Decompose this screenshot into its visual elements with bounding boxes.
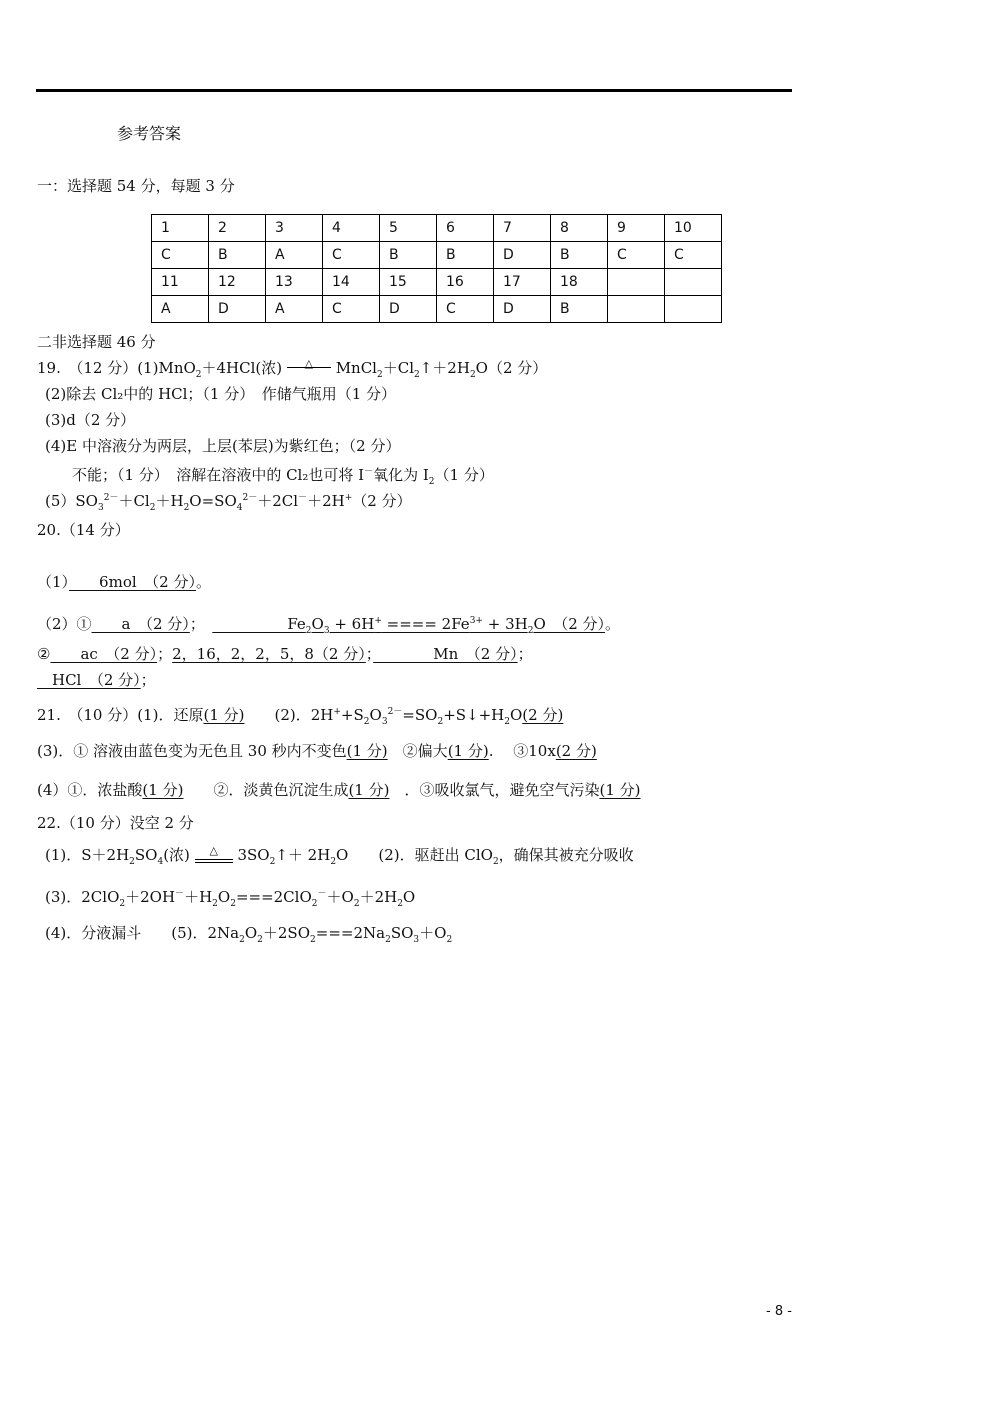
heat-condition-icon: △ bbox=[195, 845, 233, 856]
table-cell: 11 bbox=[152, 269, 209, 296]
q19-line-1: 19. （12 分）(1)MnO$_2$＋4HCl(浓) △ $MnCl_2+Cl_2↑+2H_2O(2$ 分） bbox=[37, 357, 548, 380]
q22-line-1: (1)．$S+2H_2SO_4$(浓) △ $3SO_2↑+ 2H_2O$ (2)．驱赶出 ClO$_2$，确保其被充分吸收 bbox=[45, 844, 634, 867]
table-cell: 15 bbox=[380, 269, 437, 296]
table-cell: A bbox=[152, 296, 209, 323]
table-cell: 6 bbox=[437, 215, 494, 242]
table-cell: 9 bbox=[608, 215, 665, 242]
table-cell: D bbox=[380, 296, 437, 323]
q20-line-3: ② ac （2 分）；2，16，2，2，5，8（2 分）； Mn （2 分）； bbox=[37, 645, 533, 663]
table-cell: B bbox=[551, 242, 608, 269]
table-cell: C bbox=[665, 242, 722, 269]
table-cell: C bbox=[437, 296, 494, 323]
q20-line-4: HCl （2 分）； bbox=[37, 671, 156, 689]
table-row bbox=[152, 242, 722, 269]
q21-line-2: (3)．① 溶液由蓝色变为无色且 30 秒内不变色(1 分) ②偏大(1 分). ③10x(2 分) bbox=[37, 742, 597, 760]
q21-line-1: 21. （10 分）(1)．还原(1 分) (2)．$2H^++S_2O_3^{2-}=SO_2+S↓+H_2O(2$ 分) bbox=[37, 706, 564, 727]
q22-heading: 22.（10 分）没空 2 分 bbox=[37, 814, 194, 832]
top-rule bbox=[36, 89, 792, 92]
q19-line-6: $(5)SO_3^{2-}+Cl_2+H_2O=SO_4^{2-}+2Cl^-+2H^+(2$ 分） bbox=[45, 492, 412, 513]
table-cell: D bbox=[494, 242, 551, 269]
table-cell: 1 bbox=[152, 215, 209, 242]
q20-heading: 20.（14 分） bbox=[37, 521, 130, 539]
q19-line-3: (3)d（2 分） bbox=[45, 411, 136, 429]
q22-line-3: (4)．分液漏斗 (5)．$2Na_2O_2+2SO_2===2Na_2SO_3+O_2$ bbox=[45, 924, 453, 945]
table-cell: 16 bbox=[437, 269, 494, 296]
table-row bbox=[152, 215, 722, 242]
table-cell: 18 bbox=[551, 269, 608, 296]
table-cell: C bbox=[152, 242, 209, 269]
table-cell: A bbox=[266, 242, 323, 269]
table-cell bbox=[665, 296, 722, 323]
answer-table bbox=[151, 214, 722, 323]
table-cell: 12 bbox=[209, 269, 266, 296]
heat-condition-icon: △ bbox=[287, 358, 331, 369]
table-cell: 14 bbox=[323, 269, 380, 296]
table-cell: B bbox=[437, 242, 494, 269]
q19-line-2: (2)除去 Cl₂中的 HCl；（1 分） 作储气瓶用（1 分） bbox=[45, 385, 397, 403]
table-cell bbox=[608, 296, 665, 323]
table-cell: D bbox=[494, 296, 551, 323]
q20-line-1: （1） 6mol （2 分）。 bbox=[37, 573, 211, 591]
section-nonchoice-heading: 二非选择题 46 分 bbox=[37, 333, 156, 351]
q19-line-4: (4)E 中溶液分为两层，上层(苯层)为紫红色；（2 分） bbox=[45, 437, 401, 455]
page-title: 参考答案 bbox=[117, 124, 182, 143]
table-cell: B bbox=[209, 242, 266, 269]
table-cell: 4 bbox=[323, 215, 380, 242]
table-cell: A bbox=[266, 296, 323, 323]
table-cell: C bbox=[323, 296, 380, 323]
table-cell: C bbox=[323, 242, 380, 269]
table-cell bbox=[608, 269, 665, 296]
table-cell: 13 bbox=[266, 269, 323, 296]
table-cell: 17 bbox=[494, 269, 551, 296]
table-cell: C bbox=[608, 242, 665, 269]
table-row bbox=[152, 296, 722, 323]
table-cell: 7 bbox=[494, 215, 551, 242]
table-cell: 5 bbox=[380, 215, 437, 242]
table-cell: 3 bbox=[266, 215, 323, 242]
q20-line-2: （2）① a （2 分）； $Fe_2O_3 + 6H^+$ ==== $2Fe^{3+} + 3H_2O$ （2 分）。 bbox=[37, 615, 621, 636]
table-cell: B bbox=[551, 296, 608, 323]
table-cell: 10 bbox=[665, 215, 722, 242]
table-cell: 8 bbox=[551, 215, 608, 242]
table-cell: 2 bbox=[209, 215, 266, 242]
q19-line-5: 不能；（1 分） 溶解在溶液中的 Cl₂也可将 I－氧化为 $I_2(1$ 分） bbox=[72, 466, 494, 487]
page-number: - 8 - bbox=[766, 1304, 792, 1319]
table-row bbox=[152, 269, 722, 296]
section-choice-heading: 一：选择题 54 分，每题 3 分 bbox=[37, 177, 235, 195]
q22-line-2: (3)．$2ClO_2+2OH^-+H_2O_2===2ClO_2^-+O_2+2H_2O$ bbox=[45, 888, 416, 909]
table-cell: B bbox=[380, 242, 437, 269]
q21-line-3: (4）①．浓盐酸(1 分) ②．淡黄色沉淀生成(1 分) ．③吸收氯气，避免空气污染(1 分) bbox=[37, 781, 641, 799]
table-cell: D bbox=[209, 296, 266, 323]
table-cell bbox=[665, 269, 722, 296]
